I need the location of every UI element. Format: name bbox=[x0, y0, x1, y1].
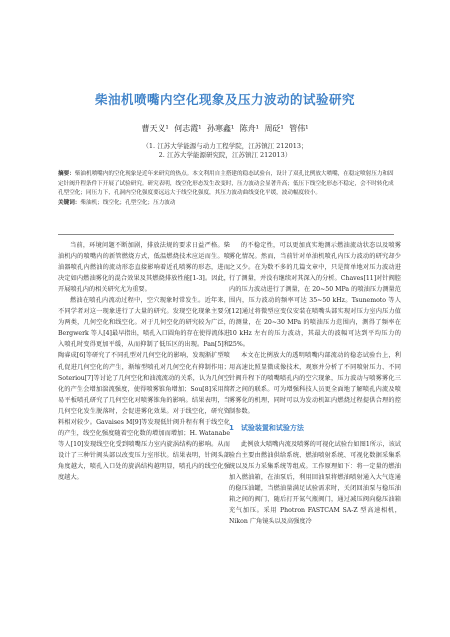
abstract-text: 柴油机喷嘴内的空化现象是近年来研究的热点。本文利用自主搭建的稳态试验台，设计了双孔比例放大喷嘴，在稳定喷射压力和固定针阀升程条件下开展了试验研究。研究表明，线空化形态发生改变时，压力波动会显著升高；低压下线空化形态不稳定，会不时转化成孔型空化；同压力下，孔洞内空化强度要远远大于线空化强度，其压力波动曲线变化平缓，波动幅度较小。 bbox=[58, 171, 394, 197]
keywords-text: 柴油机；线空化；孔型空化；压力波动 bbox=[80, 199, 176, 206]
body-paragraph: 此例放大喷嘴内流及喷雾的可视化试验台如图1所示，该试验台主要由燃油供给系统、燃油喷射系统、可视化数据采集系统以及压力采集系统等组成。工作原理如下：将一定量的燃油加入燃油箱，在油泵后，利用回油泵将燃油喷射通入大气连通的稳压油罐，当燃油量满足试验需求时，关闭回油泵与稳压油箱之间的阀门，随后打开氮气瓶阀门，通过减压阀向稳压油箱充气加压。采用 Photron FASTCAM SA-Z 型高速相机，Nikon 广角镜头以及高强度冷 bbox=[229, 440, 401, 526]
author-list: 曹天义¹ 何志霞¹ 孙寒鑫¹ 陈舟¹ 周砭¹ 管伟¹ bbox=[141, 124, 309, 133]
affiliation-1: （1. 江苏大学能源与动力工程学院，江苏镇江 212013； bbox=[142, 142, 308, 150]
abstract-block bbox=[58, 170, 394, 208]
abstract-paragraph bbox=[58, 170, 394, 199]
abstract-label: 摘要： bbox=[58, 171, 75, 177]
body-paragraph: 本文在比例放大的透明喷嘴内部流动的稳态试验台上，利用高速比照显微成像技术，观察并分析了不同喷射压力、不同针阀升程下的喷嘴喷孔内的空穴现象，压力波动与喷雾雾化三者之间的联系。可为增强科技人员更全面地了解喷孔内流及喷雾雾化的机理，同时可以为发动机缸内燃烧过程提供合理的控制参数。 bbox=[229, 352, 401, 415]
left-column bbox=[58, 240, 230, 483]
section-heading: 1 试验装置和试验方法 bbox=[229, 423, 304, 432]
paper-title: 柴油机喷嘴内空化现象及压力波动的试验研究 bbox=[94, 92, 355, 107]
keywords-label: 关键词： bbox=[58, 199, 81, 206]
body-paragraph: 当前，环境问题不断加剧，排放法规的要求日益严格。柴油机内的喷嘴内的新管燃烧方式，低温燃烧技术应运而生。喷油器喷孔内燃油的流动形态直接影响着近孔喷雾的形态，进而决定如内燃油雾化的混合效果及其燃烧排放性能[1-3]。因此，开展喷孔内的相关研究尤为重要。 bbox=[58, 242, 230, 294]
abstract-divider bbox=[58, 234, 394, 235]
right-column bbox=[229, 240, 401, 527]
body-paragraph: 燃油在喷孔内流动过程中，空穴现象时常发生。近年来，不同学者对这一现象进行了大量的研究。发现空化现象主要分为两类，几何空化和线空化。对于几何空化的研究较为广泛，Bergwerk 等人[4]最早指出，喷孔入口圆角的存在使得流体进入喷孔时变得更加平缓，从而抑制了低压区的出现。Pan[5]和陶睿成[6]等研究了不同孔型对几何空化的影响，发现渐扩型喷孔促进几何空化的产生，渐缩型喷孔对几何空化有抑制作用；Soteriou[7]等讨论了几何空化和油流流动的关系，认为几何空化的产生会增加湍流强度，使得喷雾锥角增加；Sou[8]采用简易平板喷孔研究了几何空化对喷雾锥角的影响。结果表明，当几何空化发生脱落时，会促进雾化效果。对于线空化，研究资料相对较少。Gavaises M[9]等发现低针阀升程有利于线空化的产生，线空化强度随着空化数的增加而增加；H. Watanabe 等人[10]发现线空化受到喷嘴压力室内旋涡结构的影响。从而设计了三种针阀头部以改变压力室形状。结果表明，针阀头部角度越大，喷孔入口处的旋涡结构越明显，喷孔内的线空化强度越大。 bbox=[58, 297, 230, 481]
affiliation-2: 2. 江苏大学能源研究院，江苏镇江 212013） bbox=[158, 151, 292, 159]
body-paragraph: 的不稳定性，可以更加真实地测示燃油流动状态以及喷雾雾化情况。然而，当前针对单油机喷孔内压力波动的研究却少之又少。在为数不多的几篇文章中，只是简单地对压力波动进行了测量，并没有继续对其深入的分析。Chaves[11]对针阀腔内的压力波动进行了测量，在 20~50 MPa 的喷油压力测量范围内，压力波动的频率可达 35~50 kHz。Tsunemoto 等人[12]通过将微型应变仪安装在喷嘴头部实现对压力室内压力值的测量，在 20~30 MPa 的喷油压力范围内，测得了频率在 10 kHz 左右的压力波动，其最大的波幅可达到平均压力的 25%。 bbox=[229, 242, 401, 349]
keywords-line bbox=[58, 199, 394, 209]
